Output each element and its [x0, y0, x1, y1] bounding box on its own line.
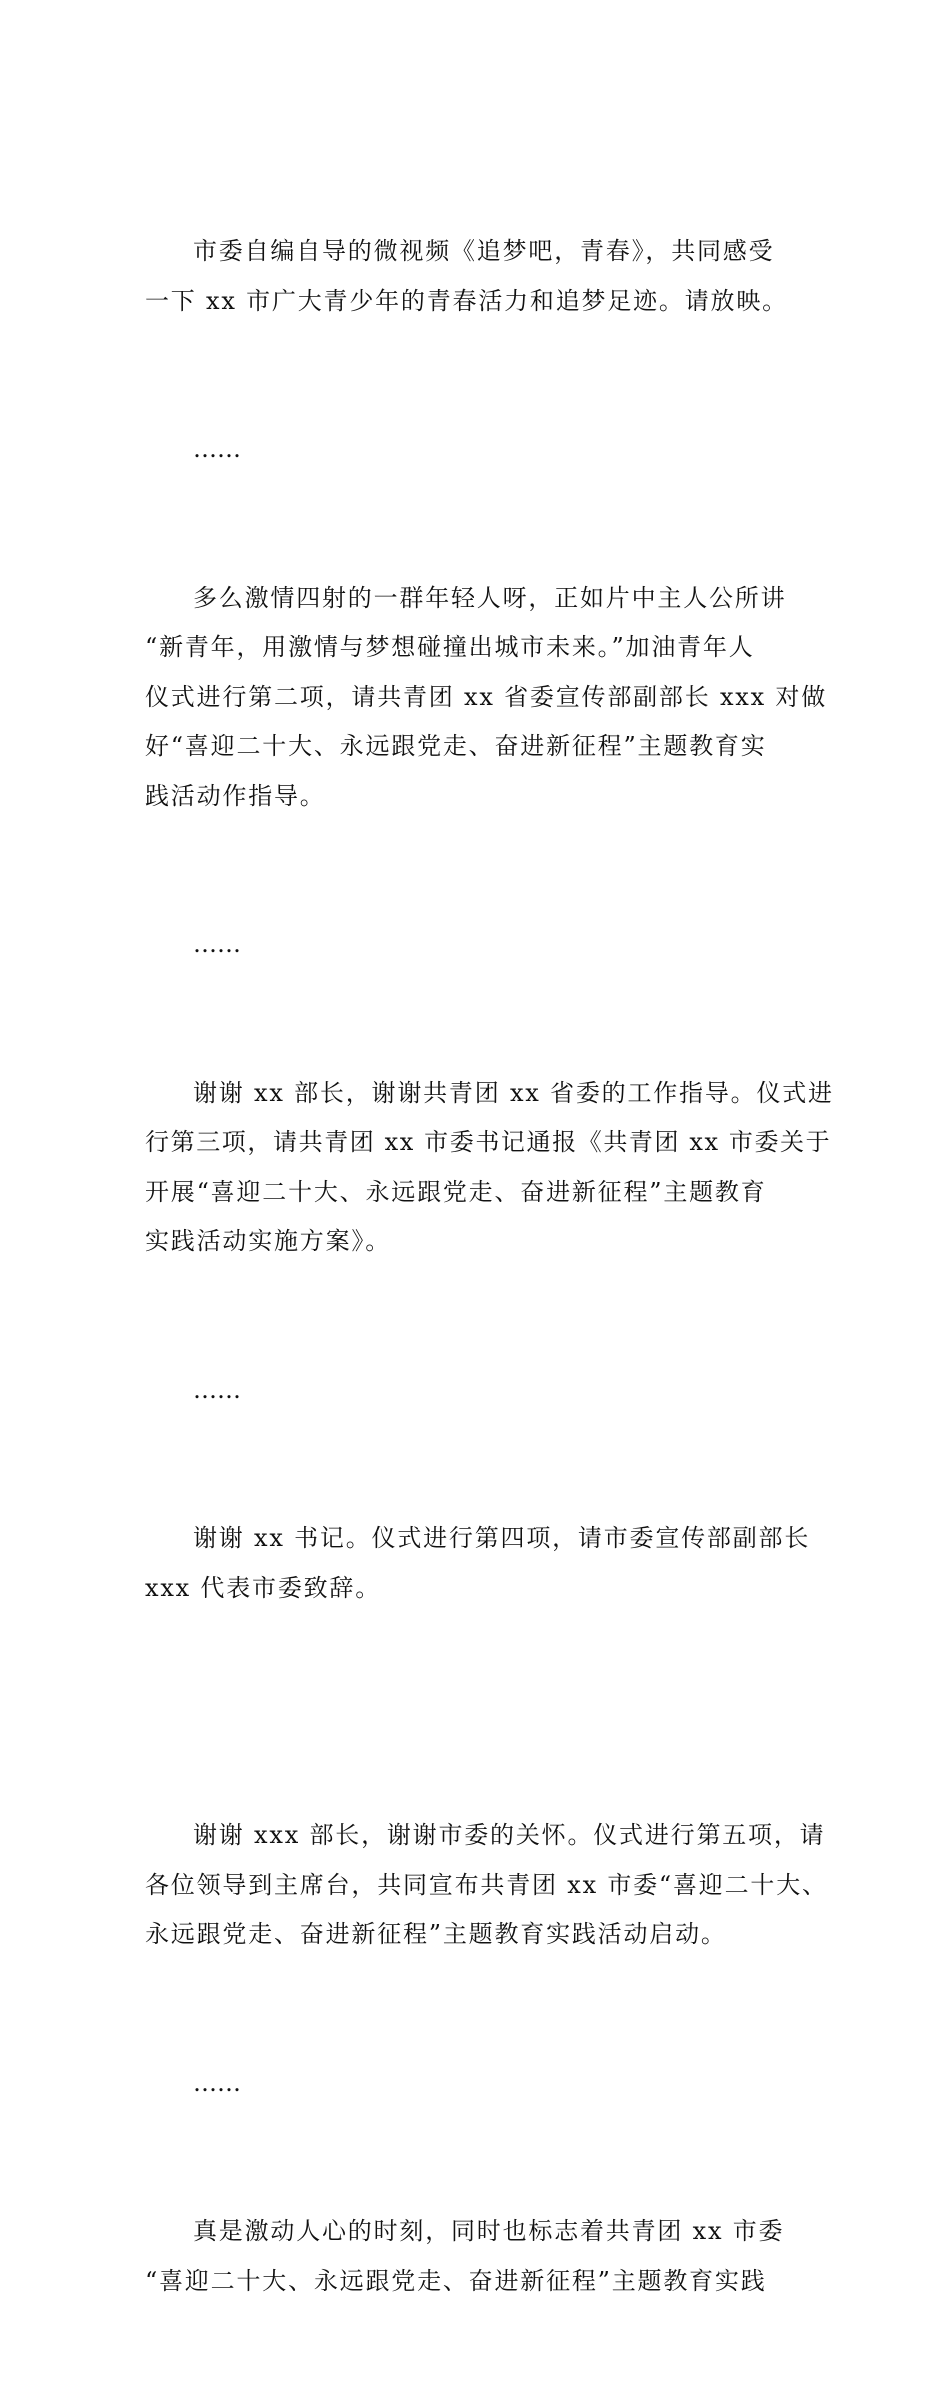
- text-line: 行第三项，请共青团 xx 市委书记通报《共青团 xx 市委关于: [145, 1128, 832, 1156]
- ellipsis-separator: ……: [193, 2068, 241, 2097]
- text-line: 开展“喜迎二十大、永远跟党走、奋进新征程”主题教育: [145, 1177, 767, 1206]
- text-line: 践活动作指导。: [145, 781, 326, 810]
- ellipsis-separator: ……: [193, 1375, 241, 1404]
- ellipsis-separator: ……: [193, 930, 241, 958]
- text-line: 真是激动人心的时刻，同时也标志着共青团 xx 市委: [193, 2217, 785, 2245]
- ellipsis-separator: ……: [193, 435, 241, 463]
- paragraph-item-four: [145, 1415, 811, 1712]
- text-line: 多么激情四射的一群年轻人呀，正如片中主人公所讲: [193, 583, 787, 612]
- text-line: “新青年，用激情与梦想碰撞出城市未来。”加油青年人: [145, 633, 755, 661]
- text-line: 谢谢 xx 部长，谢谢共青团 xx 省委的工作指导。仪式进: [193, 1078, 834, 1107]
- text-line: xxx 代表市委致辞。: [145, 1573, 382, 1602]
- text-line: 好“喜迎二十大、永远跟党走、奋进新征程”主题教育实: [145, 732, 767, 760]
- paragraph-item-five: [145, 1712, 828, 2059]
- paragraph-item-two: [145, 475, 827, 921]
- text-line: 谢谢 xxx 部长，谢谢市委的关怀。仪式进行第五项，请: [193, 1821, 826, 1849]
- text-line: 各位领导到主席台，共同宣布共青团 xx 市委“喜迎二十大、: [145, 1870, 828, 1899]
- text-line: 一下 xx 市广大青少年的青春活力和追梦足迹。请放映。: [145, 286, 788, 315]
- text-line: 谢谢 xx 书记。仪式进行第四项，请市委宣传部副部长: [193, 1524, 811, 1552]
- paragraph-video-intro: [145, 128, 807, 425]
- text-line: 市委自编自导的微视频《追梦吧，青春》，共同感受: [193, 237, 775, 265]
- paragraph-launch: [145, 2108, 807, 2405]
- text-line: 永远跟党走、奋进新征程”主题教育实践活动启动。: [145, 1920, 727, 1948]
- text-line: 实践活动实施方案》。: [145, 1227, 391, 1255]
- paragraph-item-three: [145, 970, 834, 1366]
- text-line: 仪式进行第二项，请共青团 xx 省委宣传部副部长 xxx 对做: [145, 682, 827, 711]
- document-body: [145, 128, 834, 2405]
- text-line: “喜迎二十大、永远跟党走、奋进新征程”主题教育实践: [145, 2266, 767, 2295]
